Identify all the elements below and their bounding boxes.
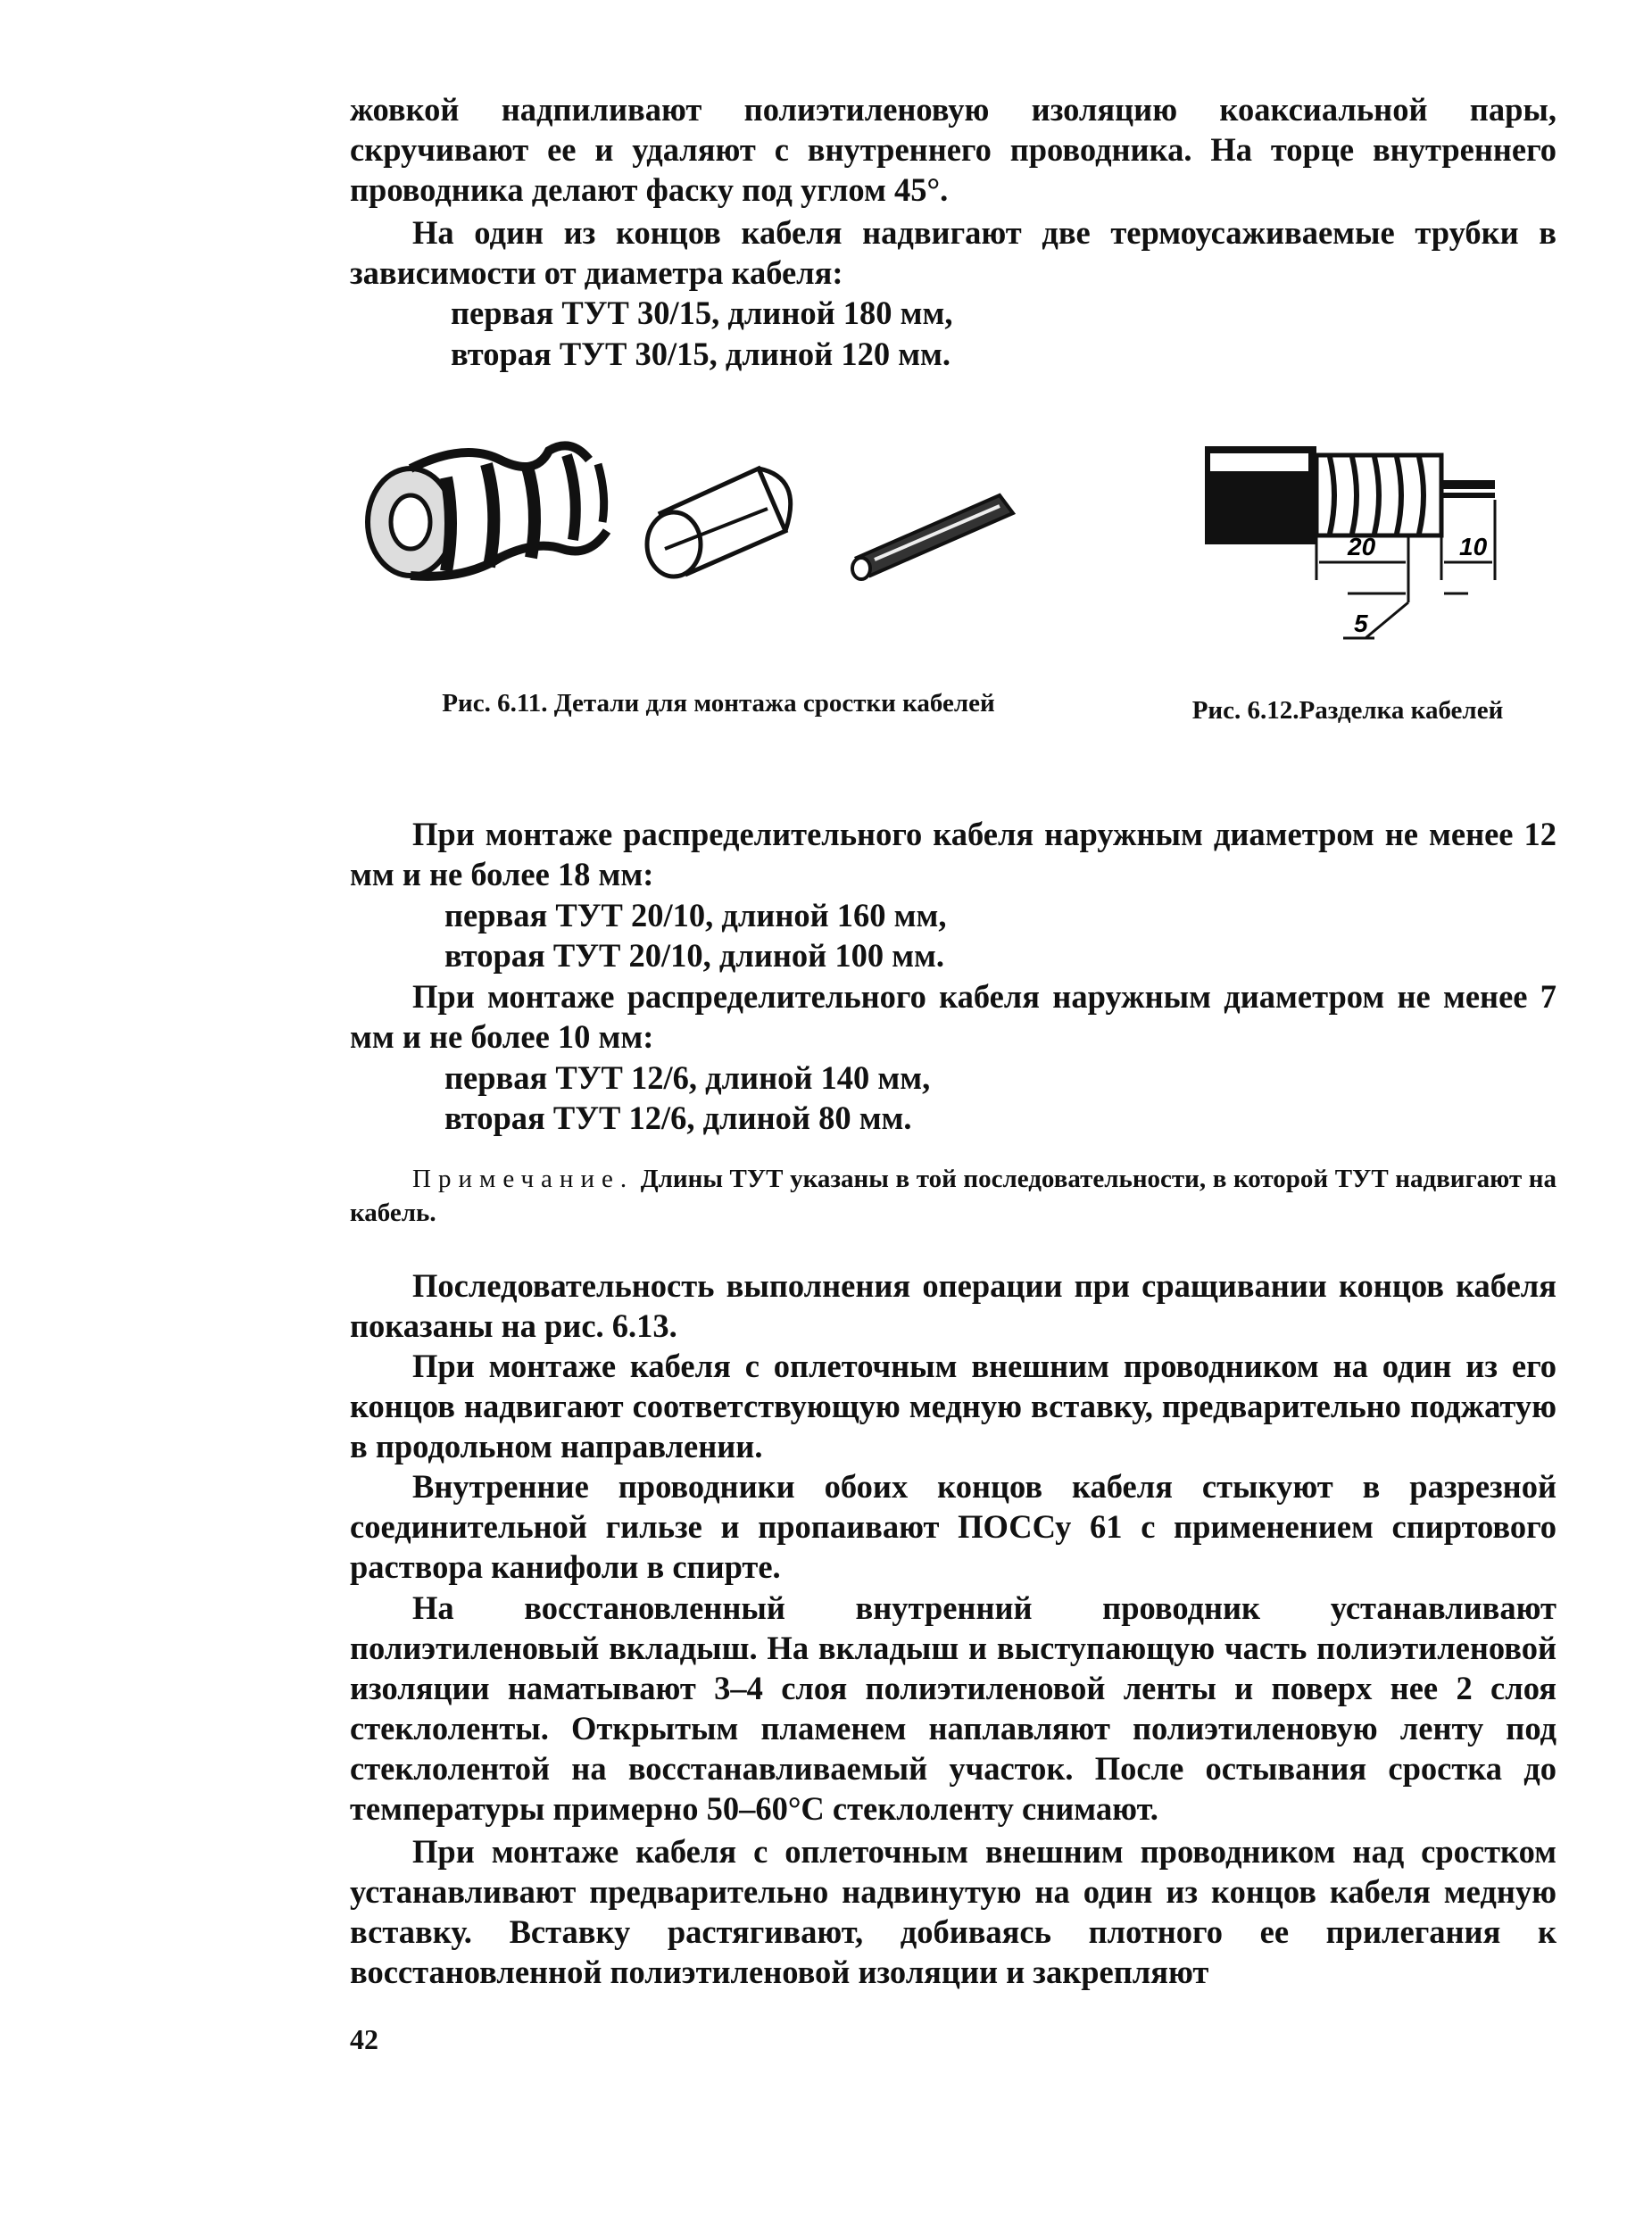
note-label: Примечание. <box>412 1165 635 1193</box>
paragraph-7: Внутренние проводники обоих концов кабеля стыкуют в разрезной соединительной гильзе и пропаивают ПОССу 61 с применением спиртового раствора канифоли в спирте. <box>350 1468 1557 1585</box>
paragraph-8: На восстановленный внутренний проводник устанавливают полиэтиленовый вкладыш. На вкладыш и выступающую часть полиэтиленовой изоляции наматывают 3–4 слоя полиэтиленовой ленты и поверх нее 2 слоя стеклоленты. Открытым пламенем наплавляют полиэтиленовую ленту под стеклолентой на восстанавливаемый участок. После остывания сростка до температуры примерно 50–60°С стеклоленту снимают. <box>350 1589 1557 1827</box>
braid-coil-icon <box>1316 455 1441 535</box>
figure-6-11-caption: Рис. 6.11. Детали для монтажа сростки кабелей <box>442 689 995 718</box>
paragraph-2: На один из концов кабеля надвигают две термоусаживаемые трубки в зависимости от диаметра кабеля: <box>350 214 1557 291</box>
list-item: вторая ТУТ 12/6, длиной 80 мм. <box>444 1099 912 1136</box>
note-text: Длины ТУТ указаны в той последовательности, в которой ТУТ надвигают на кабель. <box>350 1165 1557 1227</box>
list-item: вторая ТУТ 20/10, длиной 100 мм. <box>444 937 945 974</box>
paragraph-6: При монтаже кабеля с оплеточным внешним проводником на один из его концов надвигают соответствующую медную вставку, предварительно поджатую в продольном направлении. <box>350 1348 1557 1464</box>
figure-6-12-diagram <box>1205 437 1526 660</box>
paragraph-3: При монтаже распределительного кабеля наружным диаметром не менее 12 мм и не более 18 мм: <box>350 816 1557 892</box>
figure-6-11-illustration <box>357 424 1035 602</box>
figure-6-12-caption: Рис. 6.12.Разделка кабелей <box>1191 696 1504 725</box>
paragraph-4: При монтаже распределительного кабеля наружным диаметром не менее 7 мм и не более 10 мм: <box>350 978 1557 1055</box>
split-sleeve-icon <box>647 469 791 577</box>
note <box>350 1162 1557 1230</box>
spiral-insert-icon <box>368 445 607 576</box>
paragraph-1: жовкой надпиливают полиэтиленовую изоляцию коаксиальной пары, скручивают ее и удаляют с внутреннего проводника. На торце внутреннего проводника делают фаску под углом 45°. <box>350 91 1557 208</box>
list-item: первая ТУТ 20/10, длиной 160 мм, <box>444 897 947 933</box>
list-item: первая ТУТ 30/15, длиной 180 мм, <box>451 295 953 331</box>
page-number: 42 <box>350 2023 378 2055</box>
list-item: первая ТУТ 12/6, длиной 140 мм, <box>444 1059 931 1096</box>
rod-icon <box>852 495 1013 579</box>
paragraph-5: Последовательность выполнения операции при сращивании концов кабеля показаны на рис. 6.13. <box>350 1267 1557 1344</box>
dimension-label: 20 <box>1348 533 1376 560</box>
paragraph-9: При монтаже кабеля с оплеточным внешним проводником над сростком устанавливают предварительно надвинутую на один из концов кабеля медную вставку. Вставку растягивают, добиваясь плотного ее прилегания к восстановленной полиэтиленовой изоляции и закрепляют <box>350 1833 1557 1990</box>
dimension-label: 5 <box>1354 610 1368 637</box>
list-item: вторая ТУТ 30/15, длиной 120 мм. <box>451 336 951 372</box>
dimension-label: 10 <box>1459 533 1488 560</box>
